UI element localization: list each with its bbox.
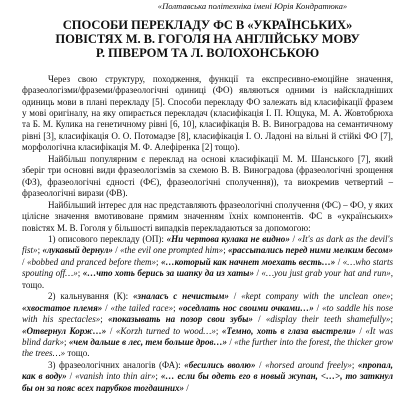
target-phrase: «kept company with the unclean one» <box>241 291 391 302</box>
source-phrase: «чем дальше в лес, тем больше дров…» <box>68 337 228 348</box>
source-phrase: «оседлать нос своими очками…» <box>178 302 314 313</box>
source-phrase: «показывать на позор свои зубы» <box>107 314 253 325</box>
separator: / <box>106 325 116 336</box>
separator: ; <box>100 314 108 325</box>
separator: / <box>289 233 298 244</box>
separator: ; <box>223 245 228 256</box>
source-phrase: «… если бы одеть его в новый жупан, <…>, то заткнул бы он за пояс всех парубков тогдашних» <box>22 371 393 393</box>
separator: ; <box>351 359 358 370</box>
running-header: «Полтавська політехніка імені Юрія Кондратюка» <box>157 1 348 11</box>
target-phrase: «vanish into thin air» <box>75 371 156 382</box>
target-phrase: «Korzh turned to wood…» <box>115 325 216 336</box>
target-phrase: «the tailed race» <box>110 302 174 313</box>
paragraph-classification: Найбільш популярним є переклад на основі класифікації М. М. Шанського [7], який зберіг три основні види фразеологізмів за схемою В. В. Виноградова (фразеологічні зрощення (ФЗ), фразеологічні єдності (ФЄ), фразеологічні сполучення)), та виокремив четвертий – фразеологічні вирази (ФВ). <box>22 153 393 199</box>
target-phrase: «It's as dark as the devil's fist» <box>22 233 394 256</box>
target-phrase: «the evil one prompted him» <box>120 245 224 256</box>
source-phrase: «Отвернул Корж…» <box>22 325 107 336</box>
separator: ; <box>155 371 161 382</box>
list-item-analogue <box>22 360 393 394</box>
target-phrase: «to saddle his nose with his spectacles» <box>22 302 393 325</box>
item-text: 2) кальнування (К): <box>48 291 134 302</box>
separator: / <box>252 314 266 325</box>
separator: ; <box>390 314 393 325</box>
title-line-2: ПОВІСТЯХ М. В. ГОГОЛЯ НА АНГЛІЙСЬКУ МОВУ <box>55 32 360 47</box>
item-text: тощо. <box>65 348 90 359</box>
target-phrase: «…who starts spouting off…» <box>22 256 393 279</box>
separator: / <box>355 325 366 336</box>
separator: ; <box>37 245 43 256</box>
separator: / <box>227 337 235 348</box>
source-phrase: «бесились вволю» <box>184 359 256 370</box>
separator: / <box>112 245 120 256</box>
separator: ; <box>390 291 394 302</box>
list-item-calque <box>22 291 393 360</box>
separator: / <box>228 291 242 302</box>
paragraph-intro: Через свою структуру, походження, функції та експресивно-емоційне значення, фразеологізми/фраземи/фразеологічні одиниці (ФО) являються одними із найскладніших одиниць мови в плані перекладу [5]. Способи перекладу ФО залежать від класифікації фразем у мові оригіналу, на яку опирається перекладач (класифікація І. П. Ющука, М. А. Жовтобрюха та Б. М. Кулика на генетичному рівні [6, 10], класифікація В. В. Виноградова на семантичному рівні [3], класифікація О. О. Потомадзе [8], класифікація І. О. Ладоні на вільні й стійкі ФО [7], морфологічна класифікація М. Ф. Алефіренка [2] тощо). <box>22 73 393 153</box>
separator: / <box>335 256 343 267</box>
target-phrase: «the further into the forest, the thicker grow the trees…» <box>22 337 393 359</box>
separator: ; <box>64 337 69 348</box>
target-phrase: «horsed around freely» <box>265 359 352 370</box>
separator: / <box>22 256 27 267</box>
source-phrase: «пропал, как в воду» <box>22 359 393 382</box>
source-phrase: «Темно, хоть в глаза выстрели» <box>221 325 356 336</box>
source-phrase: «лукавый дернул» <box>42 245 113 256</box>
title-line-1: СПОСОБИ ПЕРЕКЛАДУ ФС В «УКРАЇНСЬКИХ» <box>62 18 353 32</box>
separator: / <box>66 371 76 382</box>
separator: / <box>255 359 266 370</box>
source-phrase: «…который как начнет моехать весть…» <box>161 256 336 267</box>
source-phrase: «рассыпались перед ними мелким бесом» <box>227 245 393 256</box>
separator: ; <box>156 256 162 267</box>
item-text: 3) фразеологічних аналогів (ФА): <box>48 359 185 370</box>
separator: ; <box>173 302 179 313</box>
list-item-descriptive <box>22 234 393 291</box>
separator: / <box>253 268 262 279</box>
target-phrase: «bobbed and pranced before them» <box>26 256 157 267</box>
item-text: 1) описового перекладу (ОП): <box>48 233 167 244</box>
separator: / <box>313 302 322 313</box>
target-phrase: «…you just grab your hat and run» <box>261 268 391 279</box>
separator: / <box>184 382 189 393</box>
target-phrase: «display their teeth shamefully» <box>265 314 391 325</box>
source-phrase: «хвостатое племя» <box>22 302 103 313</box>
target-phrase: «It was blind dark» <box>22 325 394 348</box>
separator: / <box>102 302 111 313</box>
title-line-3: Р. ПІВЕРОМ ТА Л. ВОЛОХОНСЬКОЮ <box>95 46 320 61</box>
paragraph-interest: Найбільший інтерес для нас представляють фразеологічні сполучення (ФС) – ФО, у яких цілісне значення вмотивоване прямим значенням їхніх компонентів. ФС в «українських» повістях М. В. Гоголя у більшості випадків перекладаються за допомогою: <box>22 199 393 233</box>
paper-body <box>22 74 393 395</box>
source-phrase: «Ни чертова кулака не видно» <box>166 233 290 244</box>
separator: ; <box>215 325 222 336</box>
source-phrase: «…что хоть берись за шапку да из хаты» <box>82 268 254 279</box>
separator: ; <box>77 268 83 279</box>
paper-title <box>22 18 393 61</box>
item-text: , тощо. <box>22 268 394 290</box>
source-phrase: «зналасъ с нечистым» <box>133 291 229 302</box>
